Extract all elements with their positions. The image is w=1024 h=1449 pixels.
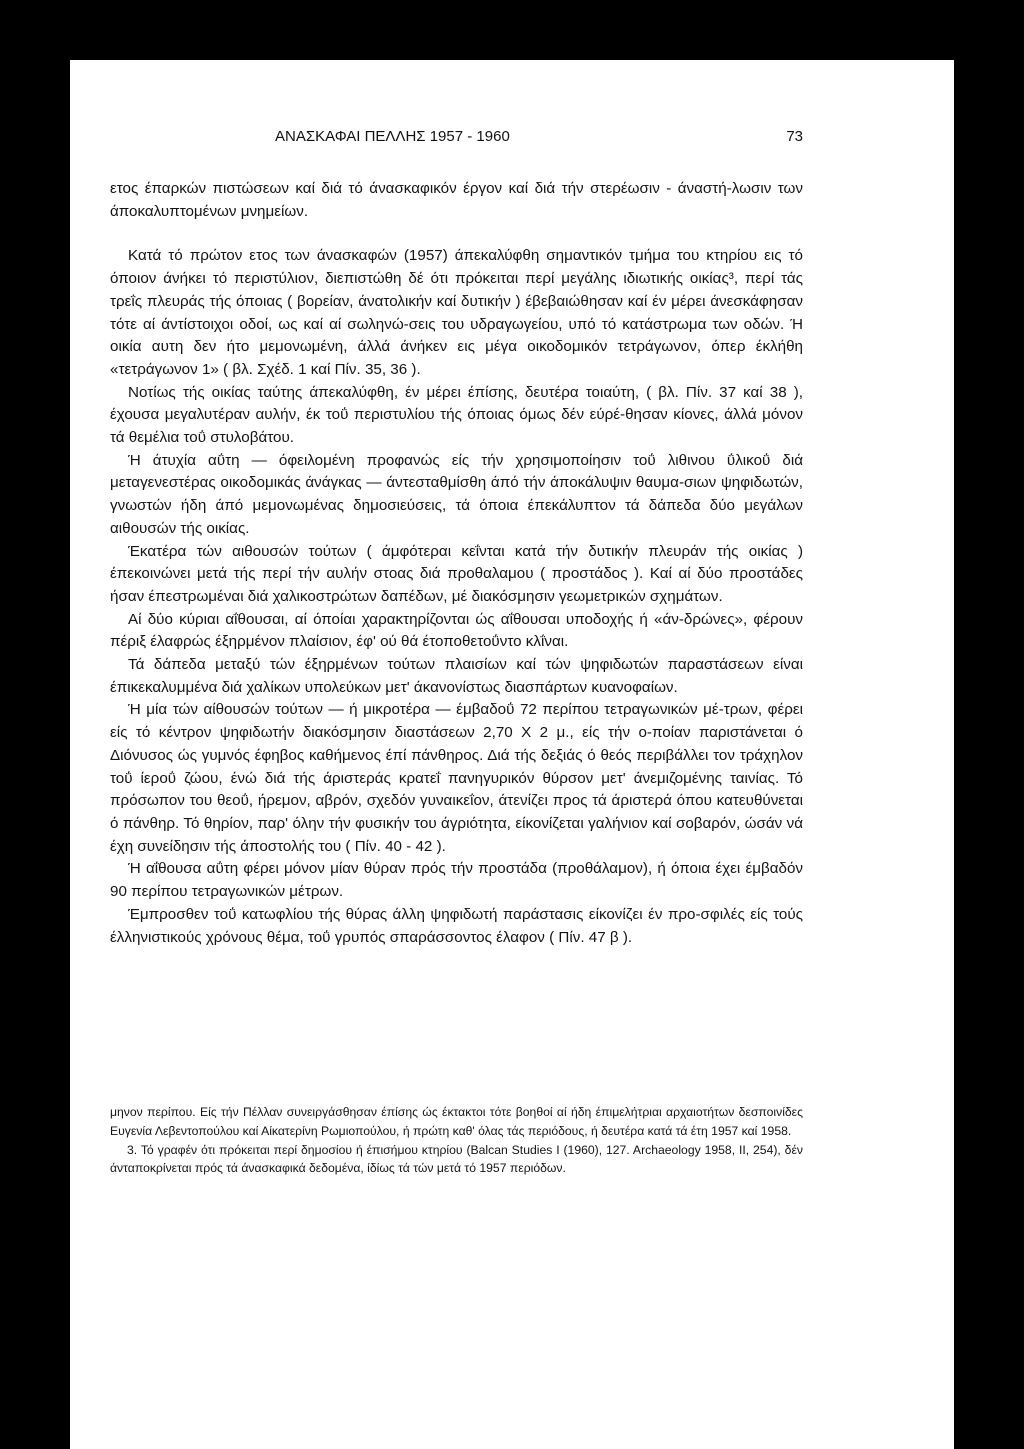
page-number: 73 — [786, 128, 803, 145]
paragraph: ετος έπαρκών πιστώσεων καί διά τό άνασκαφικόν έργον καί διά τήν στερέωσιν - άναστή-λωσιν των άποκαλυπτομένων μνημείων. — [110, 180, 803, 220]
paragraph: Έμπροσθεν τοΰ κατωφλίου τής θύρας άλλη ψηφιδωτή παράστασις είκονίζει έν προ-σφιλές είς τούς έλληνιστικούς χρόνους θέμα, τοΰ γρυπός σπαράσσοντος έλαφον ( Πίν. 47 β ). — [110, 905, 803, 946]
running-header — [110, 128, 803, 148]
paragraph: Αί δύο κύριαι αΐθουσαι, αί όποίαι χαρακτηρίζονται ώς αΐθουσαι υποδοχής ή «άν-δρώνες», φέρουν πέριξ έλαφρώς έξηρμένον πλαίσιον, έφ' ού θά έτοποθετοΰντο κλΐναι. — [110, 610, 803, 651]
footnotes — [110, 1103, 803, 1178]
paragraph: Ή άτυχία αΰτη — όφειλομένη προφανώς είς τήν χρησιμοποίησιν τοΰ λιθινου ΰλικοΰ διά μεταγενεστέρας οικοδομικάς άνάγκας — άντεσταθμίσθη άπό τήν άποκάλυψιν θαυμα-σιων ψηφιδωτών, γνωστών ήδη άπό μεμονωμένας δημοσιεύσεις, τά όποια έπεκάλυπτον τά δάπεδα δύο μεγάλων αιθουσών τής οικίας. — [110, 451, 803, 537]
paragraph: Νοτίως τής οικίας ταύτης άπεκαλύφθη, έν μέρει έπίσης, δευτέρα τοιαύτη, ( βλ. Πίν. 37 καί 38 ), έχουσα μεγαλυτέραν αυλήν, έκ τοΰ περιστυλίου τής όποιας όμως δέν εύρέ-θησαν κίονες, άλλά μόνον τά θεμέλια τοΰ στυλοβάτου. — [110, 383, 803, 447]
paragraph: Ή αΐθουσα αΰτη φέρει μόνον μίαν θύραν πρός τήν προστάδα (προθάλαμον), ή όποια έχει έμβαδόν 90 περίπου τετραγωνικών μέτρων. — [110, 860, 803, 901]
footnote-3: 3. Τό γραφέν ότι πρόκειται περί δημοσίου ή έπισήμου κτηρίου (Balcan Studies I (1960), 127. Archaeology 1958, II, 254), δέν άνταποκρίνεται πρός τά άνασκαφικά δεδομένα, ίδίως τά τών μετά τό 1957 περιόδων. — [110, 1142, 803, 1176]
running-title: ΑΝΑΣΚΑΦΑΙ ΠΕΛΛΗΣ 1957 - 1960 — [275, 128, 510, 145]
paragraph: Ή μία τών αίθουσών τούτων — ή μικροτέρα — έμβαδοΰ 72 περίπου τετραγωνικών μέ-τρων, φέρει είς τό κέντρον ψηφιδωτήν διακόσμησιν διαστάσεων 2,70 Χ 2 μ., είς τήν ο-ποίαν παριστάνεται ό Διόνυσος ώς γυμνός έφηβος καθήμενος έπί πάνθηρος. Διά τής δεξιάς ό θεός περιβάλλει τον τράχηλον τοΰ ίεροΰ ζώου, ένώ διά τής άριστεράς κρατεΐ πανηγυρικόν θύρσον μετ' άνεμιζομένης ταινίας. Τό πρόσωπον του θεοΰ, ήρεμον, αβρόν, σχεδόν γυναικεΐον, άτενίζει προς τά άριστερά όπου κατευθύνεται ό πάνθηρ. Τό θηρίον, παρ' όλην τήν φυσικήν του άγριότητα, είκονίζεται γαλήνιον καί σοβαρόν, ώσάν νά έχη συνείδησιν τής άποστολής του ( Πίν. 40 - 42 ). — [110, 701, 803, 855]
main-text — [110, 178, 803, 949]
paragraph: Τά δάπεδα μεταξύ τών έξηρμένων τούτων πλαισίων καί τών ψηφιδωτών παραστάσεων είναι έπικεκαλυμμένα διά χαλίκων υπολεύκων μετ' άκανονίστως διασπάρτων κυανοφαίων. — [110, 656, 803, 696]
paragraph: Έκατέρα τών αιθουσών τούτων ( άμφότεραι κεΐνται κατά τήν δυτικήν πλευράν τής οικίας ) έπεκοινώνει μετά τής περί τήν αυλήν στοας διά προθαλαμου ( προστάδος ). Καί αί δύο προστάδες ήσαν έπεστρωμέναι διά χαλικοστρώτων δαπέδων, μέ διακόσμησιν γεωμετρικών σχημάτων. — [110, 542, 803, 605]
paragraph: Κατά τό πρώτον ετος των άνασκαφών (1957) άπεκαλύφθη σημαντικόν τμήμα του κτηρίου εις τό όποιον άνήκει τό περιστύλιον, διεπιστώθη δέ ότι πρόκειται περί μεγάλης ιδιωτικής οικίας³, περί τάς τρεΐς πλευράς τής όποιας ( βορείαν, άνατολικήν καί δυτικήν ) έβεβαιώθησαν καί έν μέρει άνεσκάφησαν τότε αί άντίστοιχοι οδοί, ως καί αί σωληνώ-σεις του υδραγωγείου, υπό τό κατάστρωμα των οδών. Ή οικία αυτη δεν ήτο μεμονωμένη, άλλά άνήκεν εις μέγα οικοδομικόν τετράγωνον, όπερ έκλήθη «τετράγωνον 1» ( βλ. Σχέδ. 1 καί Πίν. 35, 36 ). — [110, 247, 803, 378]
footnote-continuation: μηνον περίπου. Είς τήν Πέλλαν συνειργάσθησαν έπίσης ώς έκτακτοι τότε βοηθοί αί ήδη έπιμελήτριαι αρχαιοτήτων δεσποινίδες Ευγενία Λεβεντοπούλου καί Αίκατερίνη Ρωμιοπούλου, ή πρώτη καθ' όλας τάς περιόδους, ή δευτέρα κατά τά έτη 1957 καί 1958. — [110, 1105, 803, 1138]
